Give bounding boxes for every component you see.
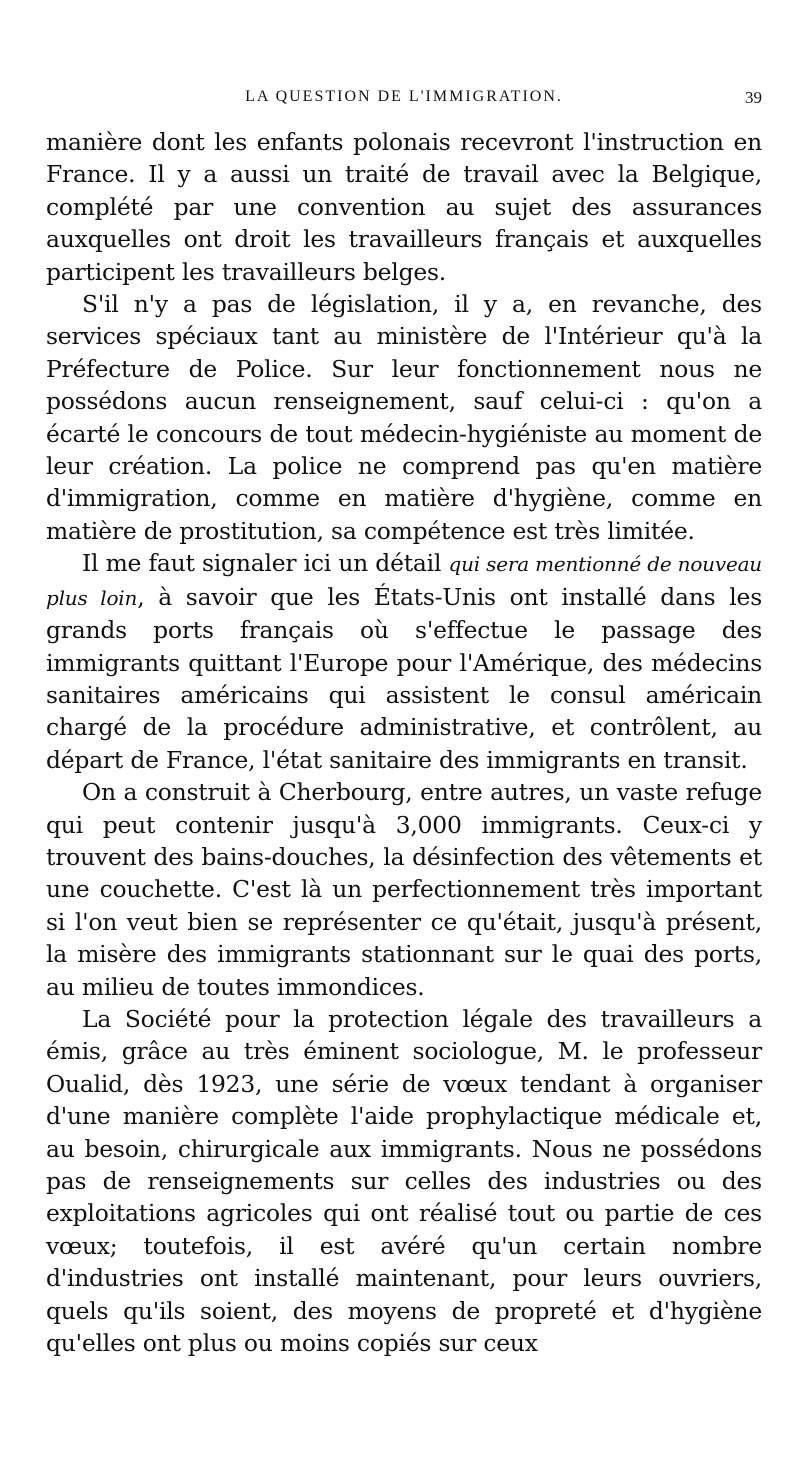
paragraph-us-doctors-start: Il me faut signaler ici un détail — [82, 549, 449, 578]
paragraph-legislation: S'il n'y a pas de législation, il y a, en revanche, des services spéciaux tant au ministère de l'Intérieur qu'à la Préfecture de Police. Sur leur fonctionnement nous ne possédons aucun renseignement, sauf celui-ci : qu'on a écarté le concours de tout médecin-hygiéniste au moment de leur création. La police ne comprend pas qu'en matière d'immigration, comme en matière d'hygiène, comme en matière de prostitution, sa compétence est très limitée. — [46, 290, 762, 545]
paragraph-cherbourg: On a construit à Cherbourg, entre autres, un vaste refuge qui peut contenir jusqu'à 3,000 immigrants. Ceux-ci y trouvent des bains-douches, la désinfection des vêtements et une couchette. C'est là un perfectionnement très important si l'on veut bien se représenter ce qu'était, jusqu'à présent, la misère des immigrants stationnant sur le quai des ports, au milieu de toutes immondices. — [46, 778, 762, 1001]
paragraph-societe: La Société pour la protection légale des travailleurs a émis, grâce au très éminent sociologue, M. le professeur Oualid, dès 1923, une série de vœux tendant à organiser d'une manière complète l'aide prophylactique médicale et, au besoin, chirurgicale aux immigrants. Nous ne possédons pas de renseignements sur celles des industries ou des exploitations agricoles qui ont réalisé tout ou partie de ces vœux; toutefois, il est avéré qu'un certain nombre d'industries ont installé maintenant, pour leurs ouvriers, quels qu'ils soient, des moyens de propreté et d'hygiène qu'elles ont plus ou moins copiés sur ceux — [46, 1004, 762, 1358]
body-text — [46, 126, 762, 1359]
page-number: 39 — [745, 88, 762, 107]
italic-cross-reference: qui sera mentionné de nouveau plus loin — [46, 552, 762, 610]
paragraph-us-doctors-end: , à savoir que les États-Unis ont installé dans les grands ports français où s'effectue le passage des immigrants quittant l'Europe pour l'Amérique, des médecins sanitaires américains qui assistent le consul américain chargé de la procédure administrative, et contrôlent, au départ de France, l'état sanitaire des immigrants en transit. — [46, 582, 762, 774]
running-header — [46, 82, 762, 126]
running-title: LA QUESTION DE L'IMMIGRATION. — [245, 88, 563, 105]
book-page — [46, 82, 762, 1359]
paragraph-us-doctors — [46, 547, 762, 776]
paragraph-continuation: manière dont les enfants polonais recevront l'instruction en France. Il y a aussi un traité de travail avec la Belgique, complété par une convention au sujet des assurances auxquelles ont droit les travailleurs français et auxquelles participent les travailleurs belges. — [46, 128, 762, 286]
